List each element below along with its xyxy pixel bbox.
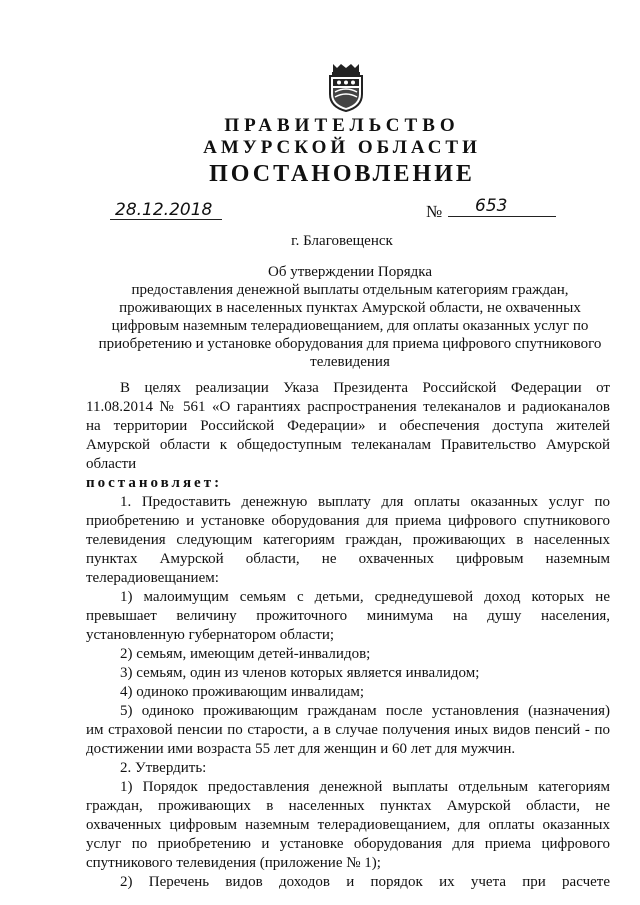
body-line: Амурской области к общедоступным телеканалам Правительство Амурской — [86, 437, 610, 453]
document-number: 653 — [475, 196, 508, 216]
subject-line: проживающих в населенных пунктах Амурской области, не охваченных — [119, 300, 581, 316]
body-line: телерадиовещанием: — [86, 570, 219, 586]
body-line: области — [86, 456, 137, 472]
body-line: 11.08.2014 № 561 «О гарантиях распространения телеканалов и радиоканалов — [86, 399, 610, 415]
body-line: 1) Порядок предоставления денежной выплаты отдельным категориям — [120, 779, 610, 795]
number-underline — [448, 216, 556, 217]
subject-line: цифровым наземным телерадиовещанием, для оплаты оказанных услуг по — [111, 318, 589, 334]
subject-line: Об утверждении Порядка — [268, 264, 432, 280]
document-body — [86, 379, 610, 892]
body-line: спутникового телевидения (приложение № 1); — [86, 855, 381, 871]
body-line: приобретению и установке оборудования для приема цифрового спутникового — [86, 513, 610, 529]
body-line: установленную губернатором области; — [86, 627, 335, 643]
body-line: на территории Российской Федерации» и обеспечения доступа жителей — [86, 418, 610, 434]
date-underline — [110, 219, 222, 220]
body-line: достижении ими возраста 55 лет для женщин и 60 лет для мужчин. — [86, 741, 516, 757]
region-title: АМУРСКОЙ ОБЛАСТИ — [203, 137, 481, 158]
body-line: превышает величину прожиточного минимума на душу населения, — [86, 608, 610, 624]
document-subject — [90, 263, 610, 371]
subject-line: предоставления денежной выплаты отдельным категориям граждан, — [131, 282, 569, 298]
body-line: пунктах Амурской области, не охваченных цифровым наземным — [86, 551, 610, 567]
body-line: граждан, проживающих в населенных пунктах Амурской области, не — [86, 798, 610, 814]
document-type: ПОСТАНОВЛЕНИЕ — [209, 161, 475, 187]
resolution-keyword: постановляет: — [86, 475, 223, 491]
body-line: 1. Предоставить денежную выплату для оплаты оказанных услуг по — [120, 494, 610, 510]
body-line: 2) Перечень видов доходов и порядок их учета при расчете — [120, 874, 610, 890]
subject-line: телевидения — [310, 354, 390, 370]
body-line: 4) одиноко проживающим инвалидам; — [120, 684, 365, 700]
document-date: 28.12.2018 — [115, 200, 213, 220]
government-title: ПРАВИТЕЛЬСТВО — [224, 115, 460, 136]
body-line: 3) семьям, один из членов которых является инвалидом; — [120, 665, 480, 681]
body-line: 5) одиноко проживающим гражданам после установления (назначения) — [120, 703, 610, 719]
coat-of-arms-icon — [325, 62, 367, 112]
body-line: услуг по приобретению и установке оборудования для приема цифрового — [86, 836, 610, 852]
number-sign: № — [426, 202, 443, 221]
body-line: им страховой пенсии по старости, а в случае получения иных видов пенсий - по — [86, 722, 610, 738]
body-line: телевидения следующим категориям граждан, проживающих в населенных — [86, 532, 610, 548]
subject-line: приобретению и установке оборудования для приема цифрового спутникового — [98, 336, 602, 352]
body-line: 2) семьям, имеющим детей-инвалидов; — [120, 646, 371, 662]
body-line: охваченных цифровым наземным телерадиовещанием, для оплаты оказанных — [86, 817, 610, 833]
body-line: В целях реализации Указа Президента Российской Федерации от — [120, 380, 610, 396]
body-line: 1) малоимущим семьям с детьми, среднедушевой доход которых не — [120, 589, 610, 605]
body-line: 2. Утвердить: — [120, 760, 207, 776]
city-name: г. Благовещенск — [291, 233, 393, 249]
